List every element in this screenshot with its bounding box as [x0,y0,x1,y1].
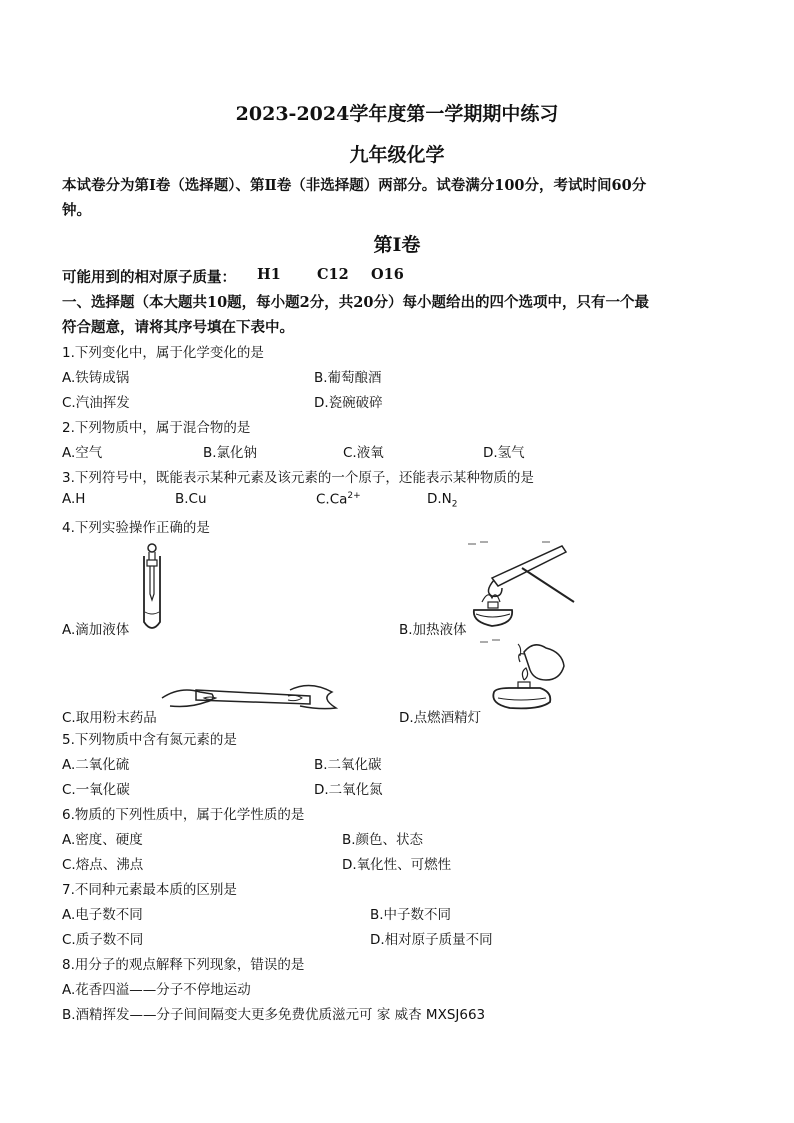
question-6-option-b: B.颜色、状态 [342,832,424,848]
question-3-option-d [427,491,458,510]
intro-text-line2: 钟。 [62,202,91,219]
question-1-stem: 1.下列变化中，属于化学变化的是 [62,345,264,361]
heating-liquid-figure [462,540,582,632]
instructions-line1: 一、选择题（本大题共10题，每小题2分，共20分）每小题给出的四个选项中，只有一个最 [62,294,649,311]
question-2-option-b: B.氯化钠 [203,445,258,461]
question-2-option-a: A.空气 [62,445,103,461]
question-8-option-b: B.酒精挥发——分子间间隔变大更多免费优质滋元可 家 威杏 MXSJ663 [62,1007,486,1023]
alcohol-lamp-figure [480,640,576,712]
question-7-option-c: C.质子数不同 [62,932,144,948]
question-4-option-b: B.加热液体 [399,622,467,638]
question-3-option-a: A.H [62,491,86,507]
powder-paper-trough-figure [160,678,336,718]
question-5-stem: 5.下列物质中含有氮元素的是 [62,732,237,748]
question-3-option-d-subscript: 2 [451,499,458,510]
exam-title: 2023-2024学年度第一学期期中练习 [235,103,559,125]
question-5-option-d: D.二氧化氮 [314,782,383,798]
atomic-mass-label: 可能用到的相对原子质量： [62,269,236,286]
question-3-option-d-base: D.N [427,491,452,507]
question-1-option-d: D.瓷碗破碎 [314,395,383,411]
question-4-option-d: D.点燃酒精灯 [399,710,482,726]
section-title: 第Ⅰ卷 [373,234,421,256]
intro-text-line1: 本试卷分为第Ⅰ卷（选择题）、第Ⅱ卷（非选择题）两部分。试卷满分100分，考试时间60分 [62,177,647,194]
question-5-option-a: A.二氧化硫 [62,757,130,773]
question-8-stem: 8.用分子的观点解释下列现象，错误的是 [62,957,305,973]
question-5-option-c: C.一氧化碳 [62,782,130,798]
question-8-option-a: A.花香四溢——分子不停地运动 [62,982,251,998]
question-3-option-c-charge: 2+ [347,491,361,501]
question-1-option-b: B.葡萄酿酒 [314,370,382,386]
question-3-option-c-base: C.Ca [316,491,348,508]
atomic-mass-c: C12 [317,266,349,283]
question-7-option-a: A.电子数不同 [62,907,143,923]
atomic-mass-o: O16 [371,266,404,283]
question-4-option-c: C.取用粉末药品 [62,710,157,726]
question-5-option-b: B.二氧化碳 [314,757,382,773]
atomic-mass-h: H1 [257,266,281,283]
question-6-option-c: C.熔点、沸点 [62,857,144,873]
question-4-option-a: A.滴加液体 [62,622,130,638]
question-1-option-c: C.汽油挥发 [62,395,130,411]
question-3-option-b: B.Cu [175,491,207,507]
question-7-option-d: D.相对原子质量不同 [370,932,493,948]
question-1-option-a: A.铁铸成锅 [62,370,130,386]
question-2-option-d: D.氢气 [483,445,525,461]
question-2-option-c: C.液氧 [343,445,384,461]
question-3-option-c [316,491,361,508]
question-2-stem: 2.下列物质中，属于混合物的是 [62,420,251,436]
question-3-stem: 3.下列符号中，既能表示某种元素及该元素的一个原子，还能表示某种物质的是 [62,470,534,486]
question-7-stem: 7.不同种元素最本质的区别是 [62,882,237,898]
exam-subtitle: 九年级化学 [349,144,445,166]
question-6-option-a: A.密度、硬度 [62,832,143,848]
question-6-stem: 6.物质的下列性质中，属于化学性质的是 [62,807,305,823]
question-4-stem: 4.下列实验操作正确的是 [62,520,210,536]
instructions-line2: 符合题意，请将其序号填在下表中。 [62,319,294,336]
question-6-option-d: D.氧化性、可燃性 [342,857,452,873]
dropper-test-tube-figure [138,542,174,634]
question-7-option-b: B.中子数不同 [370,907,452,923]
